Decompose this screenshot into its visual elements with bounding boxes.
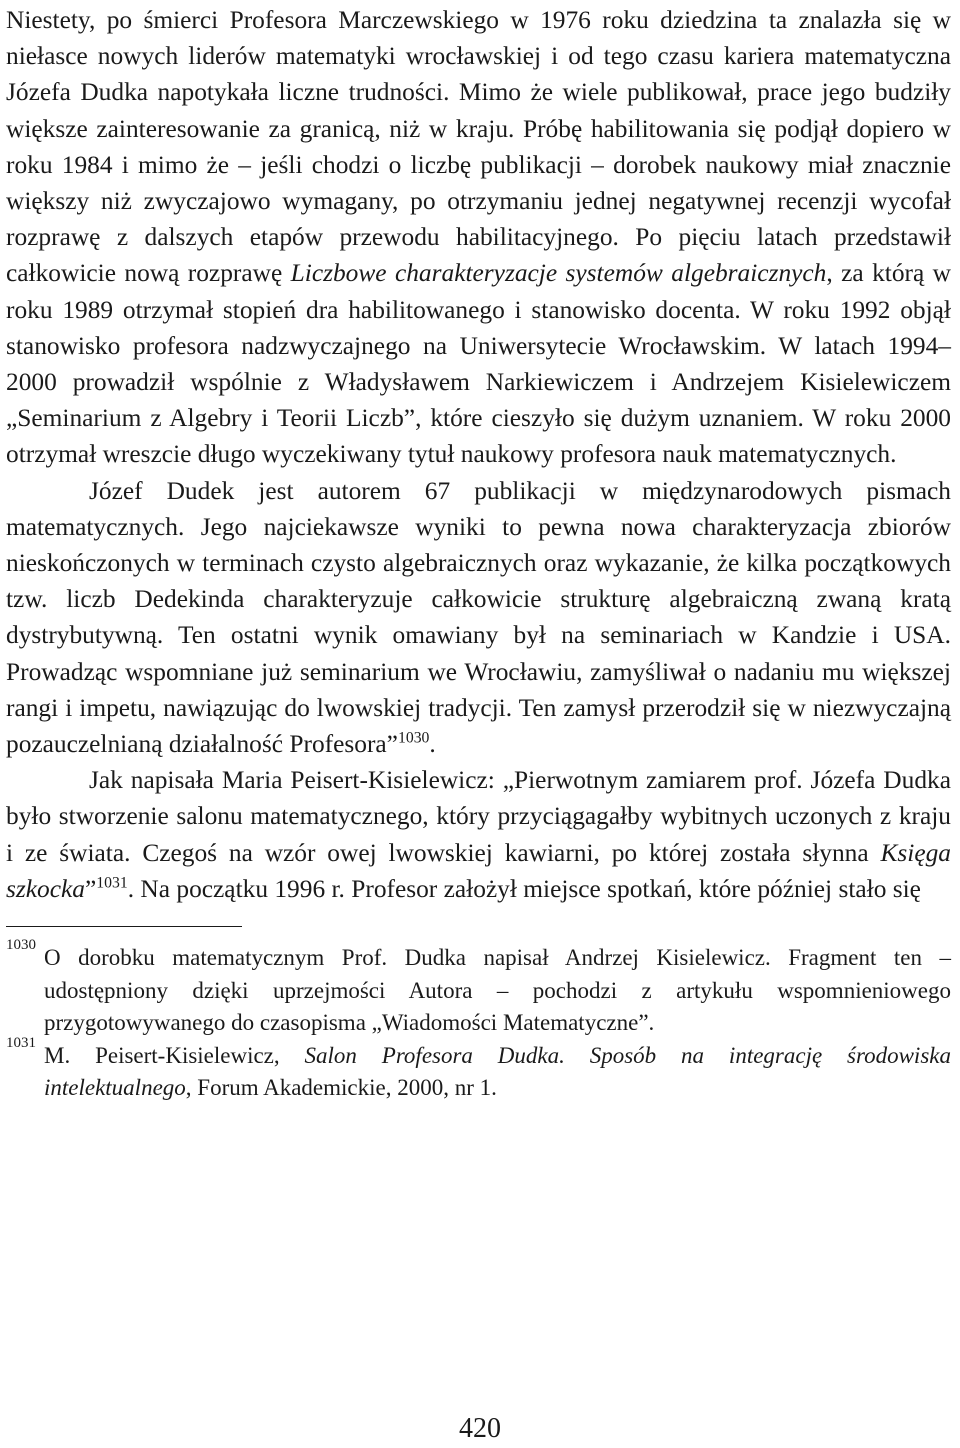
text-run: Józef Dudek jest autorem 67 publikacji w międzynarodowych pismach matematycznych. Jego najciekawsze wyniki to pewna nowa charakteryzacja zbiorów nieskończonych w terminach czysto algebraicznych oraz wykazanie, że kilka początkowych tzw. liczb Dedekinda charakteryzuje całkowicie strukturę algebraiczną zwaną kratą dystrybutywną. Ten ostatni wynik omawiany był na seminariach w Kandzie i USA. Prowadząc wspomniane już seminarium we Wrocławiu, zamyśliwał o nadaniu mu większej rangi i impetu, nawiązując do lwowskiej tradycji. Ten zamysł przerodził się w niezwyczajną pozauczelnianą działalność Profesora” — [6, 476, 951, 759]
footnote-reference: 1030 — [397, 729, 430, 747]
page-number: 420 — [459, 1413, 501, 1444]
text-run: . Na początku 1996 r. Profesor założył miejsce spotkań, które później stało się — [127, 874, 921, 903]
main-text — [6, 2, 951, 907]
paragraph — [6, 473, 951, 763]
footnote-number: 1030 — [6, 937, 36, 954]
italic-text: Księga szkocka — [6, 838, 951, 903]
footnote-number: 1031 — [6, 1034, 36, 1051]
text-run: Niestety, po śmierci Profesora Marczewskiego w 1976 roku dziedzina ta znalazła się w niełasce nowych liderów matematyki wrocławskiej i od tego czasu kariera matematyczna Józefa Dudka napotykała liczne trudności. Mimo że wiele publikował, prace jego budziły większe zainteresowanie za granicą, niż w kraju. Próbę habilitowania się podjął dopiero w roku 1984 i mimo że – jeśli chodzi o liczbę publikacji – dorobek naukowy miał znacznie większy niż zwyczajowo wymagany, po otrzymaniu jednej negatywnej recenzji wycofał rozprawę z dalszych etapów przewodu habilitacyjnego. Po pięciu latach przedstawił całkowicie nową rozprawę — [6, 6, 951, 288]
text-run: M. Peisert-Kisielewicz, — [44, 1042, 305, 1068]
document-page — [6, 0, 951, 1105]
italic-text: Salon Profesora Dudka. Sposób na integrację środowiska intelektualnego — [44, 1042, 951, 1101]
footnotes — [6, 937, 951, 1105]
text-run: O dorobku matematycznym Prof. Dudka napisał Andrzej Kisielewicz. Fragment ten – udostępniony dzięki uprzejmości Autora – pochodzi z artykułu wspomnieniowego przygotowywanego do czasopisma „Wiadomości Matematyczne”. — [44, 945, 951, 1036]
text-run: Jak napisała Maria Peisert-Kisielewicz: „Pierwotnym zamiarem prof. Józefa Dudka było stworzenie salonu matematycznego, który przyciągagałby wybitnych uczonych z kraju i ze świata. Czegoś na wzór owej lwowskiej kawiarni, po której została słynna — [6, 766, 951, 867]
text-run: . — [429, 730, 436, 759]
footnote-text — [44, 945, 951, 1035]
italic-text: Liczbowe charakteryzacje systemów algebraicznych — [290, 259, 827, 288]
footnote — [6, 1034, 951, 1105]
text-run: , za którą w roku 1989 otrzymał stopień dra habilitowanego i stanowisko docenta. W roku 1992 objął stanowisko profesora nadzwyczajnego na Uniwersytecie Wrocławskim. W latach 1994–2000 prowadził wspólnie z Władysławem Narkiewiczem i Andrzejem Kisielewiczem „Seminarium z Algebry i Teorii Liczb”, które cieszyło się dużym uznaniem. W roku 2000 otrzymał wreszcie długo wyczekiwany tytuł naukowy profesora nauk matematycznych. — [6, 259, 952, 469]
text-run: ” — [84, 874, 97, 903]
text-run: , Forum Akademickie, 2000, nr 1. — [185, 1075, 497, 1101]
footnote-reference: 1031 — [96, 874, 128, 892]
paragraph — [6, 2, 951, 473]
footnote-text — [44, 1043, 951, 1101]
footnote — [6, 937, 951, 1040]
paragraph — [6, 762, 951, 907]
footnote-separator — [6, 926, 242, 927]
